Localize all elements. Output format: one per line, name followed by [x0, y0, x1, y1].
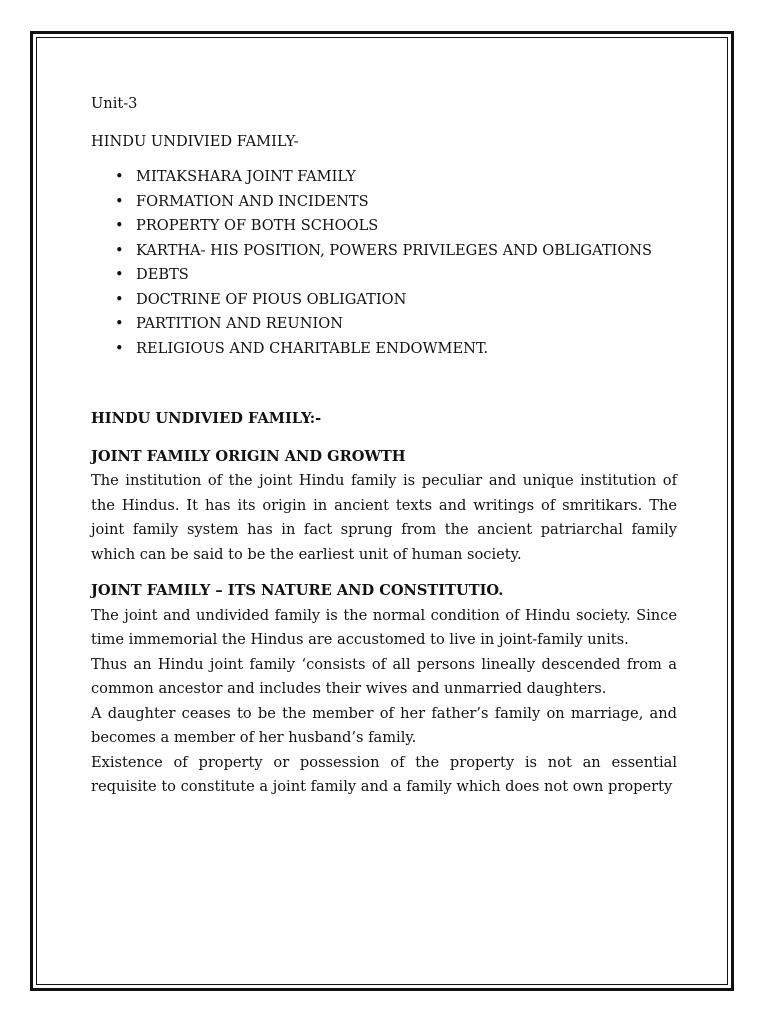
paragraph-origin: The institution of the joint Hindu family is peculiar and unique institution of the Hindus. It has its origin in ancient texts and writings of smritikars. The joint family system has in fact sprung from the ancient patriarchal family which can be said to be the earliest unit of human society.: [91, 472, 677, 563]
topic-item: • PROPERTY OF BOTH SCHOOLS: [136, 214, 677, 239]
topic-item: • MITAKSHARA JOINT FAMILY: [136, 165, 677, 190]
paragraph-property: Existence of property or possession of the property is not an essential requisite to constitute a joint family and a family which does not own property: [91, 753, 677, 795]
heading-origin: JOINT FAMILY ORIGIN AND GROWTH: [91, 447, 406, 465]
paragraph-normal-condition: The joint and undivided family is the normal condition of Hindu society. Since time immemorial the Hindus are accustomed to live in joint-family units.: [91, 606, 677, 648]
paragraph-consists: Thus an Hindu joint family ‘consists of all persons lineally descended from a common ancestor and includes their wives and unmarried daughters.: [91, 655, 677, 697]
topic-item: • DOCTRINE OF PIOUS OBLIGATION: [136, 288, 677, 313]
topic-item: • DEBTS: [136, 263, 677, 288]
heading-main: HINDU UNDIVIED FAMILY:-: [91, 410, 322, 427]
topic-item: • FORMATION AND INCIDENTS: [136, 190, 677, 215]
unit-label: Unit-3: [91, 95, 138, 112]
paragraph-daughter: A daughter ceases to be the member of her father’s family on marriage, and becomes a member of her husband’s family.: [91, 704, 677, 746]
topic-item: • KARTHA- HIS POSITION, POWERS PRIVILEGES AND OBLIGATIONS: [136, 239, 677, 264]
topic-list: [91, 165, 677, 361]
document-body: [91, 92, 677, 800]
topic-item: • PARTITION AND REUNION: [136, 312, 677, 337]
subtitle: HINDU UNDIVIED FAMILY-: [91, 132, 299, 150]
topic-item: • RELIGIOUS AND CHARITABLE ENDOWMENT.: [136, 337, 677, 362]
heading-nature: JOINT FAMILY – ITS NATURE AND CONSTITUTIO.: [91, 582, 504, 599]
